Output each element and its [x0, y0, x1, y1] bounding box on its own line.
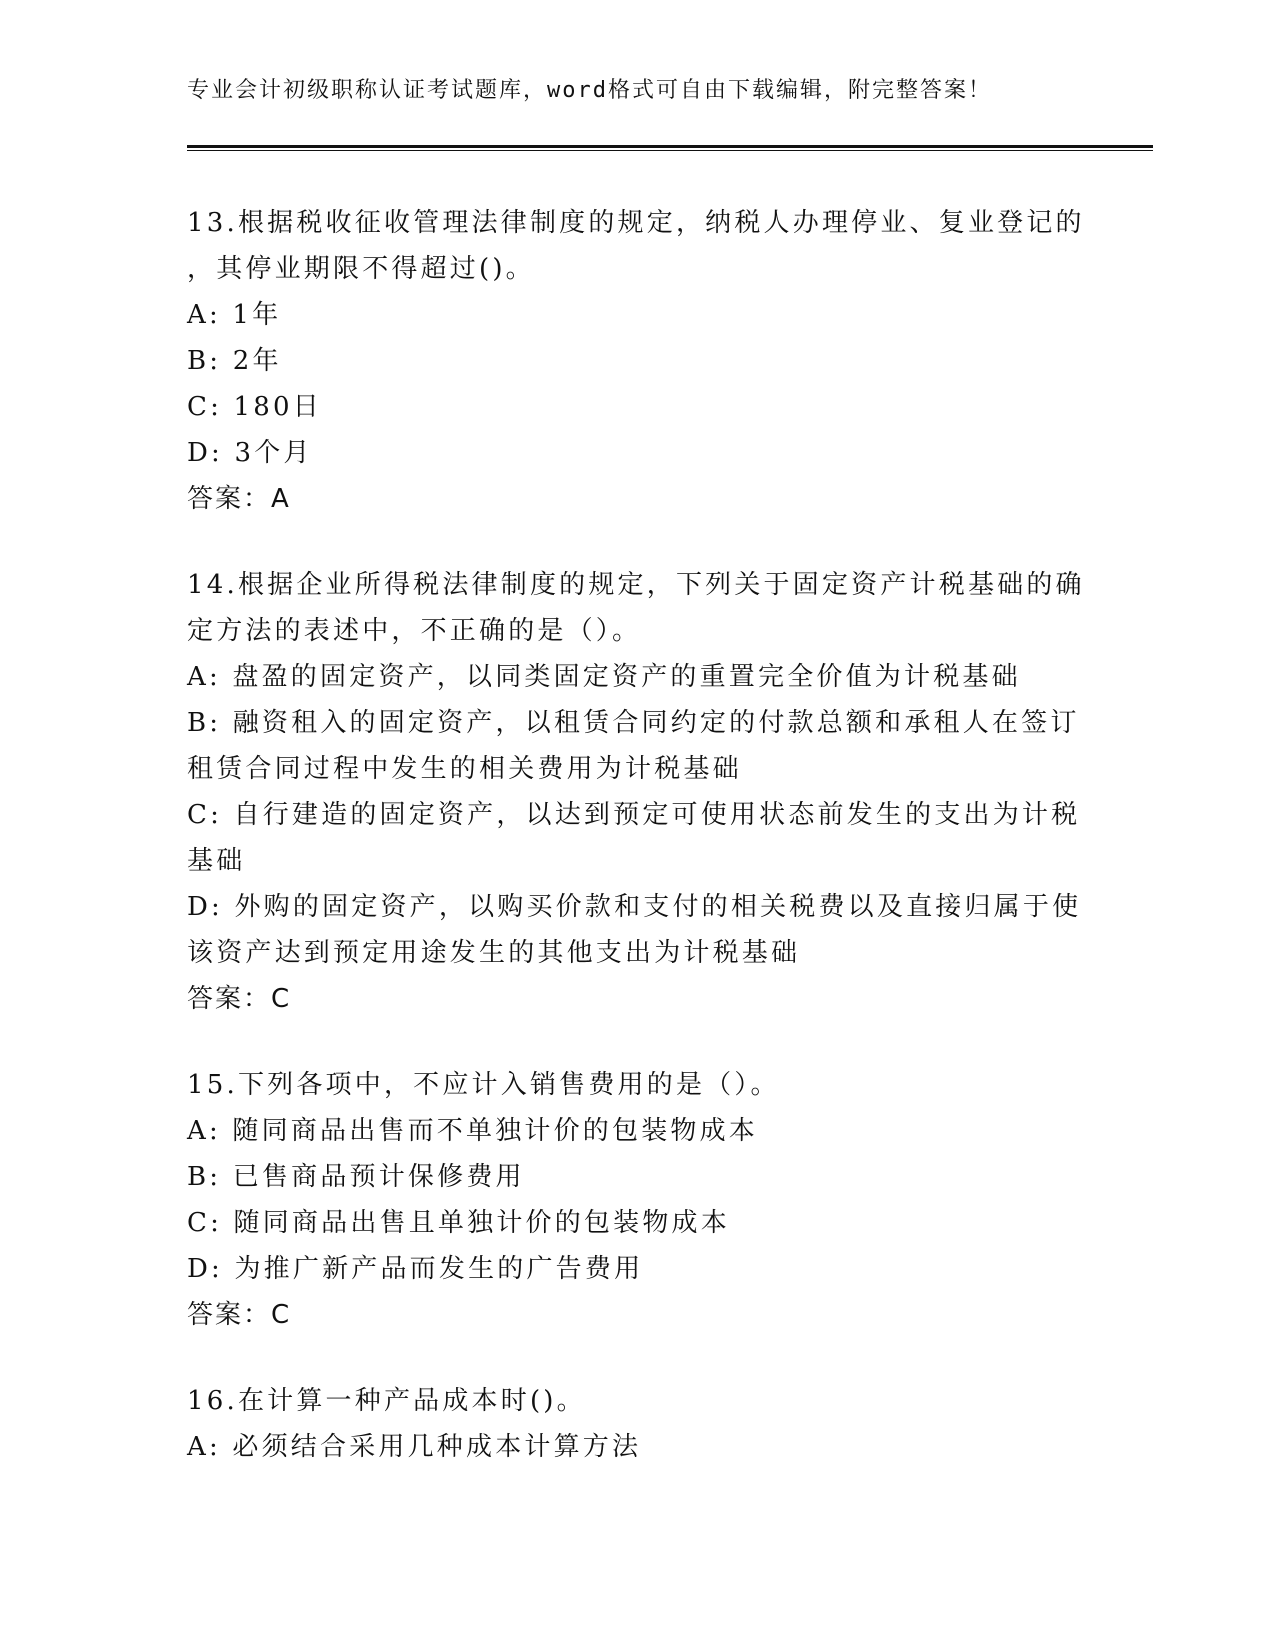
answer-key: 答案：A: [187, 484, 291, 514]
answer-option-line: B: 融资租入的固定资产，以租赁合同约定的付款总额和承租人在签订: [187, 708, 1080, 738]
question-block: [187, 562, 1087, 1022]
answer-option-line: 租赁合同过程中发生的相关费用为计税基础: [187, 754, 742, 784]
answer-option-line: C: 180日: [187, 392, 322, 422]
answer-option-line: B: 已售商品预计保修费用: [187, 1162, 525, 1192]
question-stem-line: 定方法的表述中，不正确的是（）。: [187, 616, 642, 646]
answer-option-line: 基础: [187, 846, 246, 876]
question-stem-line: 14.根据企业所得税法律制度的规定，下列关于固定资产计税基础的确: [187, 570, 1085, 600]
answer-option-line: C: 自行建造的固定资产，以达到预定可使用状态前发生的支出为计税: [187, 800, 1081, 830]
answer-option-line: A: 1年: [187, 300, 282, 330]
question-list: [187, 200, 1087, 1470]
question-block: [187, 200, 1087, 522]
answer-option-line: C: 随同商品出售且单独计价的包装物成本: [187, 1208, 730, 1238]
answer-option-line: A: 必须结合采用几种成本计算方法: [187, 1432, 642, 1462]
header-divider: [187, 145, 1153, 151]
answer-option-line: A: 盘盈的固定资产，以同类固定资产的重置完全价值为计税基础: [187, 662, 1021, 692]
answer-key: 答案：C: [187, 1300, 292, 1330]
answer-option-line: D: 3个月: [187, 438, 313, 468]
question-stem-line: ，其停业期限不得超过()。: [187, 254, 535, 284]
question-stem-line: 16.在计算一种产品成本时()。: [187, 1386, 586, 1416]
answer-key: 答案：C: [187, 984, 292, 1014]
header-divider-thick: [187, 145, 1153, 148]
answer-option-line: D: 为推广新产品而发生的广告费用: [187, 1254, 644, 1284]
question-spacer: [187, 1338, 1087, 1378]
question-stem-line: 13.根据税收征收管理法律制度的规定，纳税人办理停业、复业登记的: [187, 208, 1085, 238]
answer-option-line: 该资产达到预定用途发生的其他支出为计税基础: [187, 938, 801, 968]
question-stem-line: 15.下列各项中，不应计入销售费用的是（）。: [187, 1070, 780, 1100]
question-spacer: [187, 522, 1087, 562]
question-block: [187, 1062, 1087, 1338]
answer-option-line: A: 随同商品出售而不单独计价的包装物成本: [187, 1116, 759, 1146]
question-spacer: [187, 1022, 1087, 1062]
question-block: [187, 1378, 1087, 1470]
answer-option-line: B: 2年: [187, 346, 282, 376]
header-divider-thin: [187, 150, 1153, 151]
answer-option-line: D: 外购的固定资产，以购买价款和支付的相关税费以及直接归属于使: [187, 892, 1082, 922]
page-header: 专业会计初级职称认证考试题库，word格式可自由下载编辑，附完整答案！: [187, 78, 992, 103]
